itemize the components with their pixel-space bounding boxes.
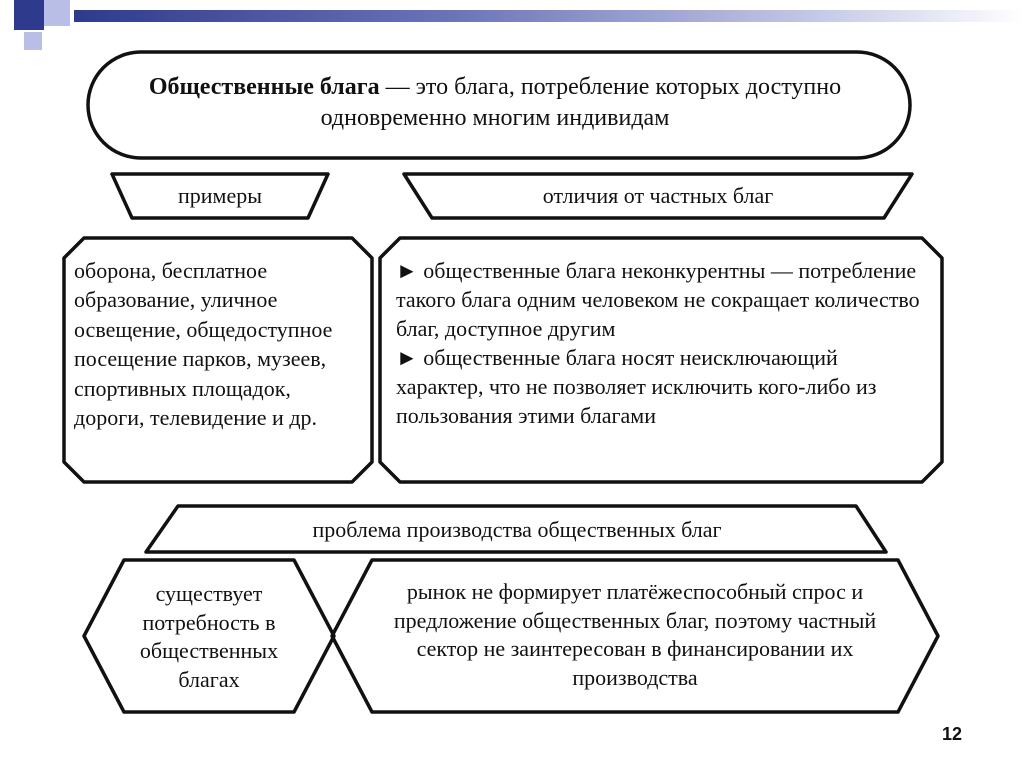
examples-text: оборона, бесплатное образование, уличное освещение, общедоступное посещение парков, музеев, спортивных площадок, дороги, телевидение и др. bbox=[74, 258, 333, 431]
differences-list bbox=[396, 256, 930, 430]
difference-item-exclusion: ► общественные блага носят неисключающий характер, что не позволяет исключить кого-либо из пользования этими благами bbox=[396, 345, 877, 429]
slide-number: 12 bbox=[941, 724, 963, 744]
difference-item-rivalry: ► общественные блага неконкурентны — потребление такого блага одним человеком не сокращает количество благ, доступное другим bbox=[396, 258, 920, 342]
definition-text bbox=[100, 72, 890, 134]
market-text: рынок не формирует платёжеспособный спрос и предложение общественных благ, поэтому частный сектор не заинтересован в финансировании их производства bbox=[393, 579, 877, 690]
problem-label: проблема производства общественных благ bbox=[312, 517, 722, 542]
need-text: существует потребность в общественных благах bbox=[139, 581, 279, 692]
differences-label: отличия от частных благ bbox=[542, 183, 774, 208]
definition-body: — это блага, потребление которых доступно одновременно многим индивидам bbox=[320, 74, 842, 132]
examples-label: примеры bbox=[177, 183, 262, 208]
definition-term: Общественные блага bbox=[148, 74, 380, 100]
